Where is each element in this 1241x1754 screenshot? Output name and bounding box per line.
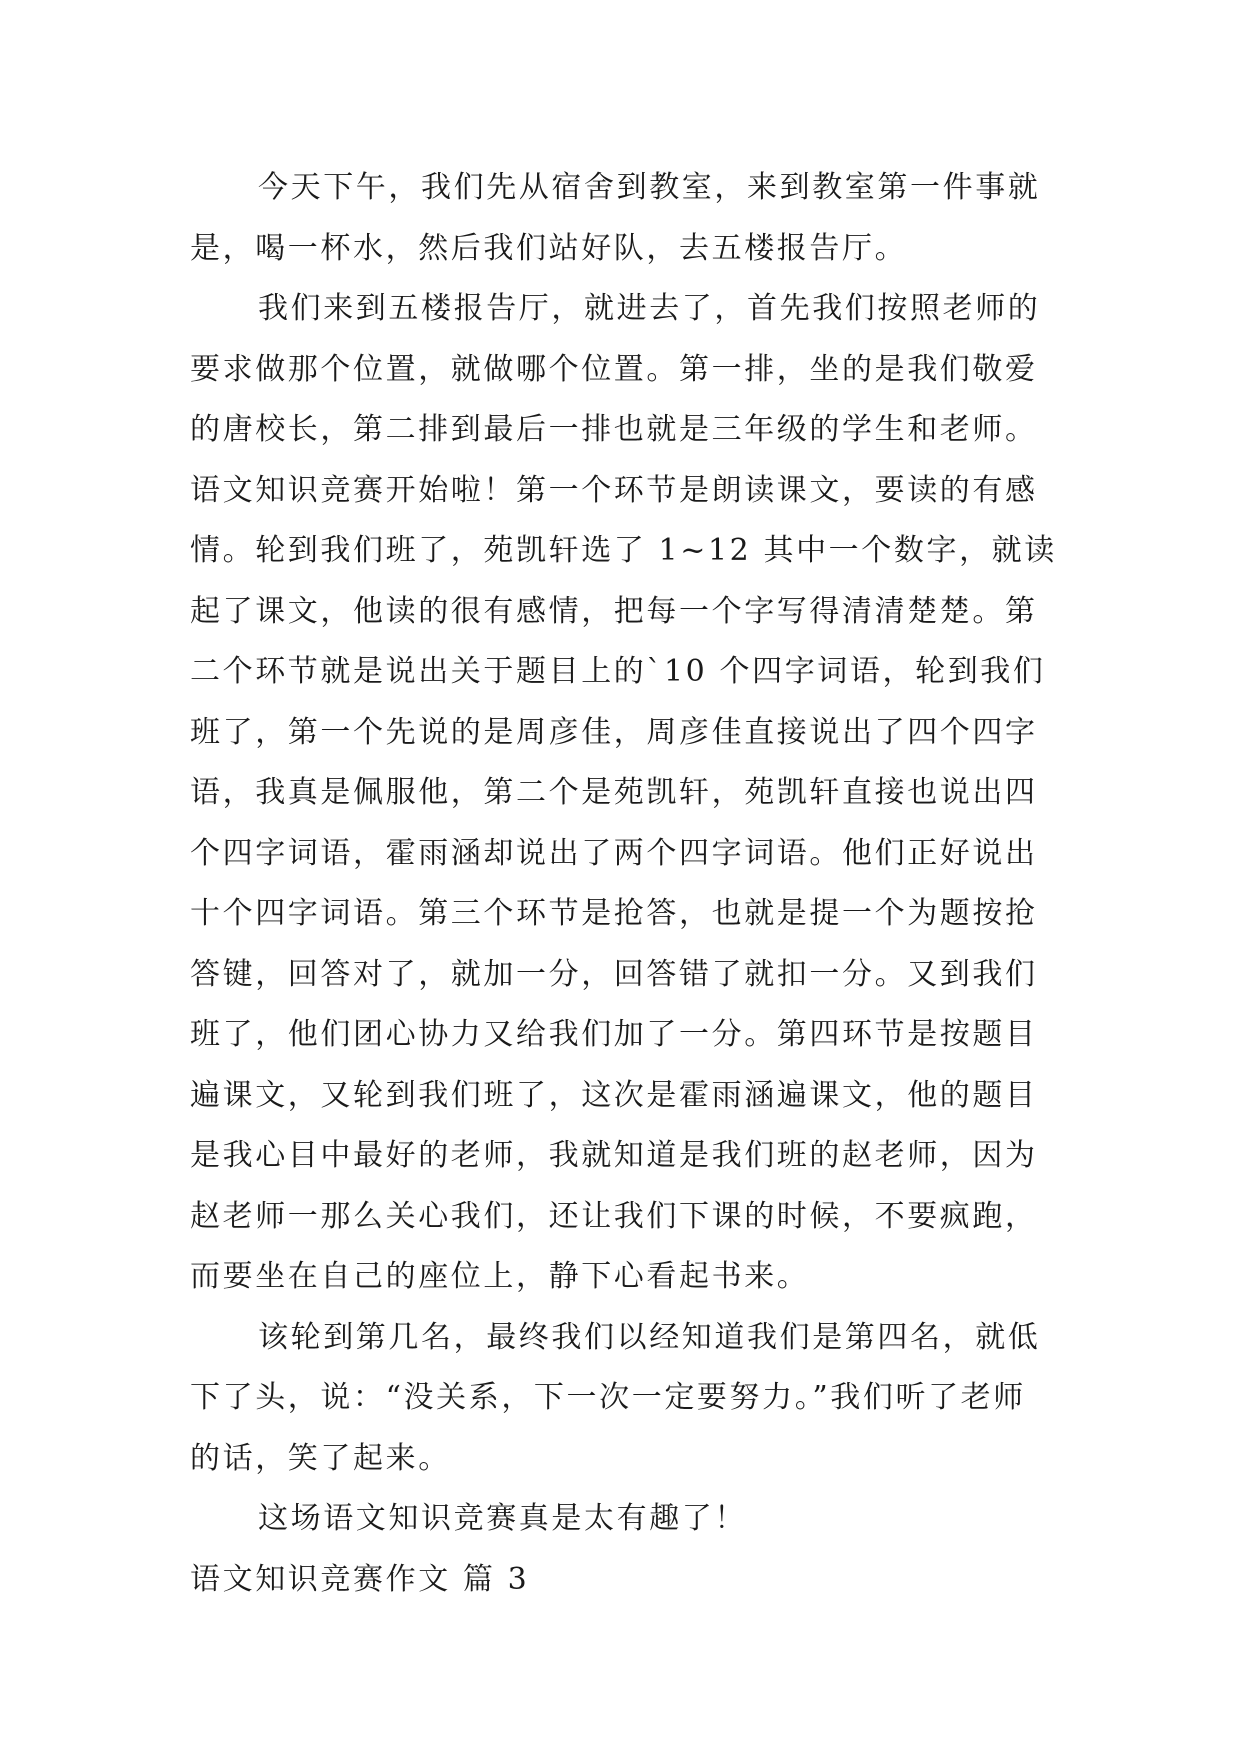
text-line: 这场语文知识竞赛真是太有趣了！ xyxy=(258,1501,747,1536)
text-line: 遍课文，又轮到我们班了，这次是霍雨涵遍课文，他的题目 xyxy=(190,1077,1038,1113)
paragraph-3 xyxy=(190,1308,1070,1490)
text-line: 该轮到第几名，最终我们以经知道我们是第四名，就低 xyxy=(258,1319,1041,1355)
section-heading: 语文知识竞赛作文 篇 3 xyxy=(190,1561,530,1597)
text-line: 今天下午，我们先从宿舍到教室，来到教室第一件事就 xyxy=(258,170,1041,205)
text-line: 答键，回答对了，就加一分，回答错了就扣一分。又到我们 xyxy=(190,956,1038,992)
text-line: 赵老师一那么关心我们，还让我们下课的时候，不要疯跑， xyxy=(190,1198,1038,1234)
text-line: 要求做那个位置，就做哪个位置。第一排，坐的是我们敬爱 xyxy=(190,351,1038,387)
text-line: 是我心目中最好的老师，我就知道是我们班的赵老师，因为 xyxy=(190,1138,1038,1173)
text-line: 我们来到五楼报告厅，就进去了，首先我们按照老师的 xyxy=(258,291,1041,326)
text-line: 下了头，说：“没关系，下一次一定要努力。”我们听了老师 xyxy=(190,1380,1026,1415)
text-line: 班了，他们团心协力又给我们加了一分。第四环节是按题目 xyxy=(190,1017,1038,1052)
paragraph-1 xyxy=(190,158,1070,279)
paragraph-4 xyxy=(190,1489,1070,1550)
text-line: 情。轮到我们班了，苑凯轩选了 1~12 其中一个数字，就读 xyxy=(190,533,1057,568)
text-line: 语文知识竞赛开始啦！第一个环节是朗读课文，要读的有感 xyxy=(190,472,1038,508)
text-line: 班了，第一个先说的是周彦佳，周彦佳直接说出了四个四字 xyxy=(190,714,1038,750)
text-line: 语，我真是佩服他，第二个是苑凯轩，苑凯轩直接也说出四 xyxy=(190,775,1038,810)
text-line: 是，喝一杯水，然后我们站好队，去五楼报告厅。 xyxy=(190,230,908,266)
document-body xyxy=(190,158,1070,1610)
text-line: 二个环节就是说出关于题目上的`10 个四字词语，轮到我们 xyxy=(190,654,1046,689)
text-line: 十个四字词语。第三个环节是抢答，也就是提一个为题按抢 xyxy=(190,896,1038,931)
paragraph-2 xyxy=(190,279,1070,1308)
text-line: 的唐校长，第二排到最后一排也就是三年级的学生和老师。 xyxy=(190,412,1038,447)
text-line: 个四字词语，霍雨涵却说出了两个四字词语。他们正好说出 xyxy=(190,835,1038,871)
text-line: 而要坐在自己的座位上，静下心看起书来。 xyxy=(190,1259,810,1294)
text-line: 的话，笑了起来。 xyxy=(190,1440,451,1476)
text-line: 起了课文，他读的很有感情，把每一个字写得清清楚楚。第 xyxy=(190,593,1038,629)
